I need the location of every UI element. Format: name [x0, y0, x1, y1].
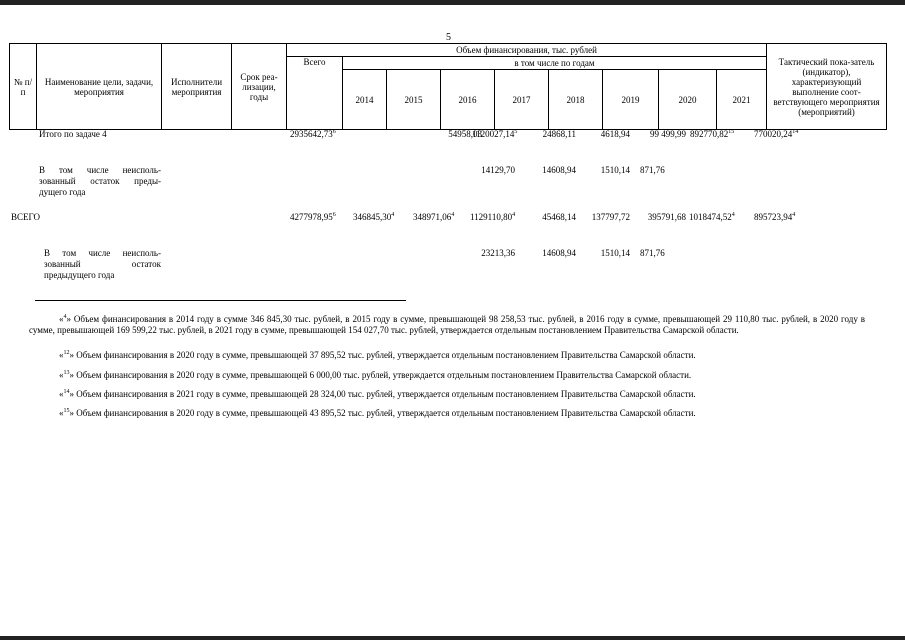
row-label: В том числе неисполь-зованный остаток преды-дущего года	[39, 165, 161, 197]
cell-2018: 137797,72	[591, 212, 630, 222]
cell-2016: 1120027,14$^5$	[472, 129, 518, 139]
footnote: «$^{12}$» Объем финансирования в 2020 году в сумме, превышающей 37 895,52 тыс. рублей, утверждается отдельным постановлением Правительства Самарской области.	[59, 350, 696, 360]
header-indicator: Тактический пока-затель (индикатор), характеризующий выполнение соот-ветствующего мероприятия (мероприятий)	[767, 44, 887, 130]
header-funding: Объем финансирования, тыс. рублей	[287, 44, 767, 57]
header-year-2016: 2016	[441, 70, 495, 130]
header-year-2018: 2018	[549, 70, 603, 130]
cell-2017: 14608,94	[542, 165, 576, 175]
cell-2016: 1129110,80$^4$	[470, 212, 516, 222]
cell-2017: 24868,11	[542, 129, 576, 139]
header-num: № п/п	[10, 44, 37, 130]
header-executors: Исполнители мероприятия	[162, 44, 232, 130]
cell-2017: 45468,14	[542, 212, 576, 222]
footnote: «$^{15}$» Объем финансирования в 2020 году в сумме, превышающей 43 895,52 тыс. рублей, утверждается отдельным постановлением Правительства Самарской области.	[59, 408, 696, 418]
cell-total: 4277978,95$^6$	[290, 212, 336, 222]
header-year-2020: 2020	[659, 70, 717, 130]
header-year-2015: 2015	[387, 70, 441, 130]
page-number: 5	[446, 32, 451, 43]
header-year-2019: 2019	[603, 70, 659, 130]
cell-2016: 23213,36	[481, 248, 515, 258]
header-name: Наименование цели, задачи, мероприятия	[37, 44, 162, 130]
table-body	[0, 0, 905, 300]
cell-2021: 895723,94$^4$	[754, 212, 796, 222]
cell-2020: 1018474,52$^4$	[689, 212, 735, 222]
row-label: Итого по задаче 4	[39, 129, 107, 139]
cell-2021: 770020,24$^{14}$	[754, 129, 799, 139]
header-year-2017: 2017	[495, 70, 549, 130]
cell-2018: 4618,94	[600, 129, 630, 139]
cell-2015: 54958,03	[448, 129, 482, 139]
cell-2016: 14129,70	[481, 165, 515, 175]
cell-2017: 14608,94	[542, 248, 576, 258]
cell-total: 2935642,73$^6$	[290, 129, 336, 139]
header-year-2014: 2014	[343, 70, 387, 130]
row-label: ВСЕГО	[11, 212, 40, 222]
header-by-years: в том числе по годам	[343, 57, 767, 70]
footnote: «$^{14}$» Объем финансирования в 2021 году в сумме, превышающей 28 324,00 тыс. рублей, утверждается отдельным постановлением Правительства Самарской области.	[59, 389, 696, 399]
cell-2019: 395791,68	[647, 212, 686, 222]
header-total: Всего	[287, 57, 343, 130]
cell-2018: 1510,14	[600, 248, 630, 258]
footnote: «$^{13}$» Объем финансирования в 2020 году в сумме, превышающей 6 000,00 тыс. рублей, утверждается отдельным постановлением Правительства Самарской области.	[59, 370, 692, 380]
header-term: Срок реа-лизации, годы	[232, 44, 287, 130]
cell-2018: 1510,14	[600, 165, 630, 175]
footnote: «$^4$» Объем финансирования в 2014 году в сумме 346 845,30 тыс. рублей, в 2015 году в сумме, превышающей 98 258,53 тыс. рублей, в 2016 году в сумме, превышающей 29 110,80 тыс. рублей, в 2020 году в сумме, превышающей 169 599,22 тыс. рублей, в 2021 году в сумме, превышающей 154 027,70 тыс. рублей, утверждается отдельным постановлением Правительства Самарской области.	[29, 314, 865, 335]
cell-2014: 346845,30$^4$	[353, 212, 395, 222]
cell-2019: 99 499,99	[650, 129, 686, 139]
header-year-2021: 2021	[717, 70, 767, 130]
cell-2019: 871,76	[640, 248, 665, 258]
bottom-border	[0, 636, 905, 640]
footnote-separator	[35, 300, 406, 301]
cell-2019: 871,76	[640, 165, 665, 175]
cell-2015: 348971,06$^4$	[413, 212, 455, 222]
cell-2020: 892770,82$^{15}$	[690, 129, 735, 139]
row-label: В том числе неисполь-зованный остаток предыдущего года	[44, 248, 161, 280]
